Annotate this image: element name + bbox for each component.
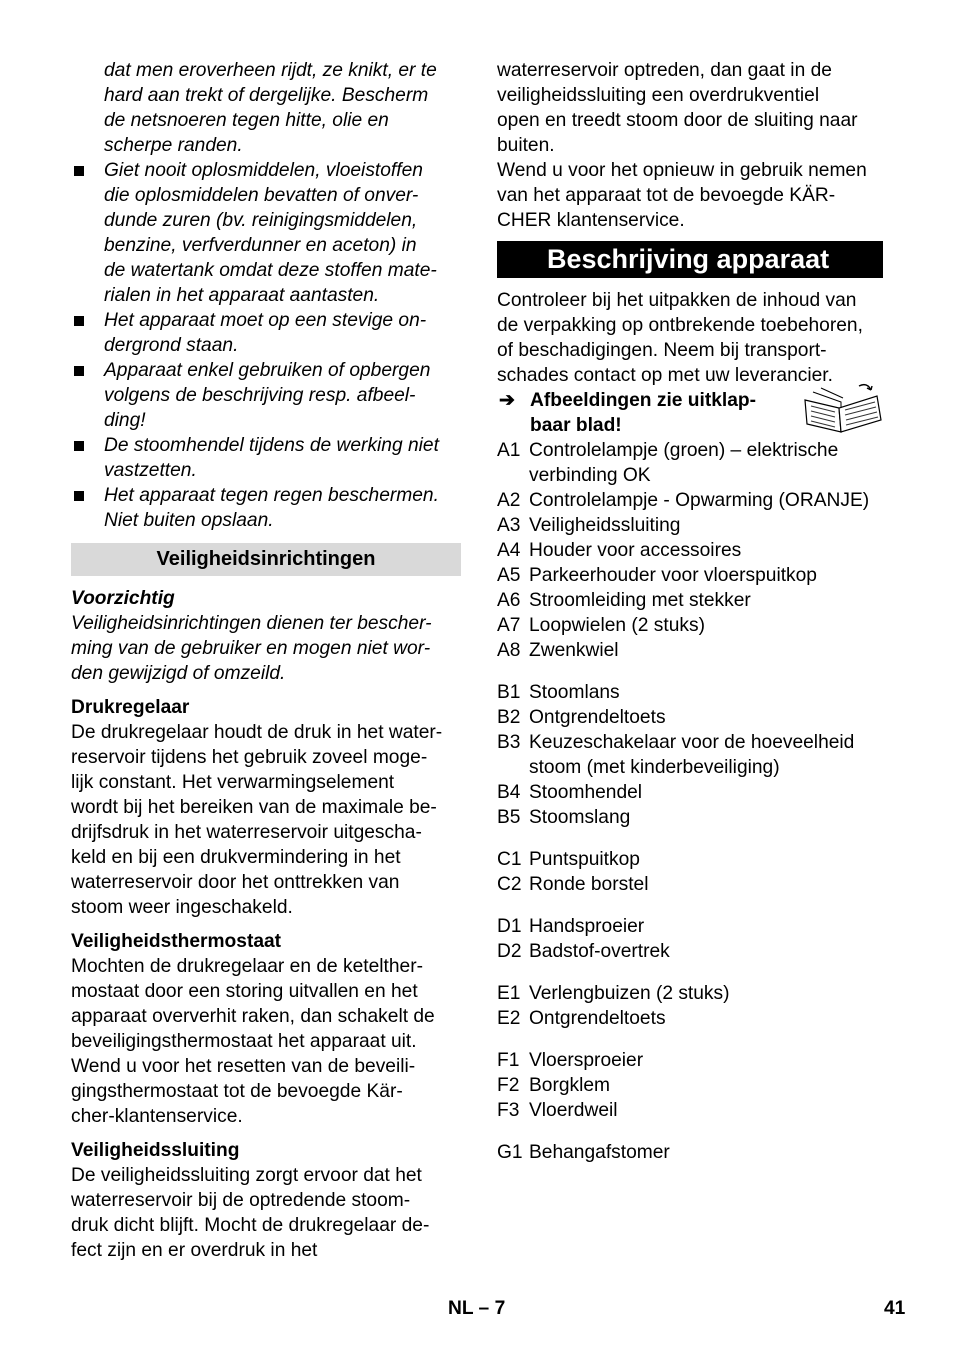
legend-code: F3 xyxy=(497,1100,520,1121)
left-column xyxy=(71,58,461,1263)
text-line: de verpakking op ontbrekende toebehoren, xyxy=(497,315,863,336)
text-line: reservoir tijdens het gebruik zoveel moge- xyxy=(71,747,428,768)
legend-text xyxy=(529,1073,897,1098)
text-line: CHER klantenservice. xyxy=(497,210,685,231)
text-line: of beschadigingen. Neem bij transport- xyxy=(497,340,827,361)
text-line: Wend u voor het resetten van de beveili- xyxy=(71,1056,416,1077)
unpacking-paragraph xyxy=(497,288,897,388)
legend-code: B5 xyxy=(497,807,521,828)
text-line: dergrond staan. xyxy=(104,335,239,356)
text-line: rialen in het apparaat aantasten. xyxy=(104,285,380,306)
text-line: Behangafstomer xyxy=(529,1142,670,1163)
legend-item xyxy=(497,914,897,939)
legend-item xyxy=(497,1098,897,1123)
legend-code: A6 xyxy=(497,590,521,611)
text-line: stoom weer ingeschakeld. xyxy=(71,897,293,918)
bullet-item xyxy=(71,433,461,483)
legend-text xyxy=(529,847,897,872)
legend-text xyxy=(529,730,897,780)
legend-code: D1 xyxy=(497,916,522,937)
group-spacer xyxy=(497,964,897,981)
safety-bullet-list xyxy=(71,158,461,533)
text-line: scherpe randen. xyxy=(104,135,243,156)
text-line: De veiligheidssluiting zorgt ervoor dat het xyxy=(71,1165,422,1186)
text-line: De drukregelaar houdt de druk in het water- xyxy=(71,722,443,743)
legend-text xyxy=(529,1006,897,1031)
legend-text xyxy=(529,513,897,538)
page-number: 41 xyxy=(884,1298,906,1319)
legend-code: B4 xyxy=(497,782,521,803)
legend-item xyxy=(497,805,897,830)
text-line: de watertank omdat deze stoffen mate- xyxy=(104,260,437,281)
legend-code: A1 xyxy=(497,440,521,461)
text-line: Keuzeschakelaar voor de hoeveelheid xyxy=(529,732,855,753)
legend-text xyxy=(529,1048,897,1073)
legend-text xyxy=(529,638,897,663)
legend-item xyxy=(497,939,897,964)
text-line: Loopwielen (2 stuks) xyxy=(529,615,705,636)
text-line: dat men eroverheen rijdt, ze knikt, er te xyxy=(104,60,437,81)
text-line: Houder voor accessoires xyxy=(529,540,742,561)
component-legend xyxy=(497,438,897,1165)
legend-code: B1 xyxy=(497,682,521,703)
text-line: ding! xyxy=(104,410,146,431)
text-line: Wend u voor het opnieuw in gebruik nemen xyxy=(497,160,867,181)
text-line: Ontgrendeltoets xyxy=(529,1008,666,1029)
text-line: mostaat door een storing uitvallen en het xyxy=(71,981,418,1002)
text-line: die oplosmiddelen bevatten of onver- xyxy=(104,185,419,206)
legend-code: A7 xyxy=(497,615,521,636)
legend-text xyxy=(529,914,897,939)
text-line: Stoomlans xyxy=(529,682,620,703)
legend-item xyxy=(497,438,897,488)
legend-code: F2 xyxy=(497,1075,520,1096)
legend-text xyxy=(529,488,897,513)
text-line: stoom (met kinderbeveiliging) xyxy=(529,757,780,778)
legend-item xyxy=(497,780,897,805)
legend-code: A5 xyxy=(497,565,521,586)
text-line: Ronde borstel xyxy=(529,874,649,895)
text-line: buiten. xyxy=(497,135,555,156)
pressure-regulator-text xyxy=(71,720,461,920)
text-line: Ontgrendeltoets xyxy=(529,707,666,728)
caution-text xyxy=(71,611,461,686)
legend-item xyxy=(497,588,897,613)
legend-code: E2 xyxy=(497,1008,521,1029)
legend-text xyxy=(529,705,897,730)
legend-code: A8 xyxy=(497,640,521,661)
text-line: wordt bij het bereiken van de maximale be- xyxy=(71,797,437,818)
legend-item xyxy=(497,513,897,538)
legend-item xyxy=(497,680,897,705)
subheading-pressure-regulator: Drukregelaar xyxy=(71,697,190,718)
text-line: drijfsdruk in het waterreservoir uitgescha- xyxy=(71,822,422,843)
text-line: den gewijzigd of omzeild. xyxy=(71,663,286,684)
text-line: vastzetten. xyxy=(104,460,197,481)
legend-item xyxy=(497,981,897,1006)
safety-thermostat-text xyxy=(71,954,461,1129)
text-line: Stoomslang xyxy=(529,807,631,828)
legend-code: C1 xyxy=(497,849,522,870)
footer-language-page: NL – 7 xyxy=(448,1298,506,1319)
continued-paragraph xyxy=(497,58,897,233)
legend-text xyxy=(529,563,897,588)
text-line: verbinding OK xyxy=(529,465,651,486)
group-spacer xyxy=(497,1031,897,1048)
bullet-item xyxy=(71,358,461,433)
legend-text xyxy=(529,588,897,613)
legend-text xyxy=(529,939,897,964)
text-line: Zwenkwiel xyxy=(529,640,619,661)
text-line: Het apparaat moet op een stevige on- xyxy=(104,310,427,331)
text-line: de netsnoeren tegen hitte, olie en xyxy=(104,110,389,131)
subheading-safety-lock: Veiligheidssluiting xyxy=(71,1140,240,1161)
group-spacer xyxy=(497,1123,897,1140)
text-line: fect zijn en er overdruk in het xyxy=(71,1240,318,1261)
legend-item xyxy=(497,1006,897,1031)
text-line: Handsproeier xyxy=(529,916,645,937)
text-line: Apparaat enkel gebruiken of opbergen xyxy=(104,360,431,381)
section-heading-safety-devices: Veiligheidsinrichtingen xyxy=(71,543,461,576)
legend-item xyxy=(497,1073,897,1098)
text-line: Borgklem xyxy=(529,1075,611,1096)
text-line: Stoomhendel xyxy=(529,782,643,803)
legend-text xyxy=(529,981,897,1006)
text-line: beveiligingsthermostaat het apparaat uit. xyxy=(71,1031,417,1052)
text-line: Giet nooit oplosmiddelen, vloeistoffen xyxy=(104,160,423,181)
legend-item xyxy=(497,613,897,638)
text-line: Mochten de drukregelaar en de ketelther- xyxy=(71,956,423,977)
text-line: Vloerdweil xyxy=(529,1100,618,1121)
text-line: keld en bij een drukvermindering in het xyxy=(71,847,401,868)
safety-lock-text xyxy=(71,1163,461,1263)
text-line: van het apparaat tot de bevoegde KÄR- xyxy=(497,185,836,206)
text-line: gingsthermostaat tot de bevoegde Kär- xyxy=(71,1081,403,1102)
legend-code: F1 xyxy=(497,1050,520,1071)
text-line: Controlelampje (groen) – elektrische xyxy=(529,440,839,461)
square-bullet-icon xyxy=(74,166,84,176)
text-line: Stroomleiding met stekker xyxy=(529,590,751,611)
legend-text xyxy=(529,1140,897,1165)
text-line: Vloersproeier xyxy=(529,1050,644,1071)
legend-item xyxy=(497,1048,897,1073)
legend-code: B3 xyxy=(497,732,521,753)
legend-item xyxy=(497,488,897,513)
legend-item xyxy=(497,638,897,663)
legend-text xyxy=(529,872,897,897)
text-line: veiligheidssluiting een overdrukventiel xyxy=(497,85,820,106)
text-line: lijk constant. Het verwarmingselement xyxy=(71,772,395,793)
text-line: Badstof-overtrek xyxy=(529,941,670,962)
legend-code: A3 xyxy=(497,515,521,536)
arrow-icon: ➔ xyxy=(499,390,516,411)
legend-code: E1 xyxy=(497,983,521,1004)
legend-item xyxy=(497,538,897,563)
legend-code: A4 xyxy=(497,540,521,561)
legend-item xyxy=(497,872,897,897)
legend-code: B2 xyxy=(497,707,521,728)
caution-label: Voorzichtig xyxy=(71,588,175,609)
text-line: Verlengbuizen (2 stuks) xyxy=(529,983,730,1004)
legend-text xyxy=(529,805,897,830)
text-line: Het apparaat tegen regen beschermen. xyxy=(104,485,439,506)
right-column xyxy=(497,58,897,1165)
legend-code: C2 xyxy=(497,874,522,895)
square-bullet-icon xyxy=(74,316,84,326)
legend-code: A2 xyxy=(497,490,521,511)
bullet-item xyxy=(71,158,461,308)
legend-item xyxy=(497,563,897,588)
text-line: Veiligheidsinrichtingen dienen ter bescher- xyxy=(71,613,432,634)
text-line: De stoomhendel tijdens de werking niet xyxy=(104,435,439,456)
text-line: Controlelampje - Opwarming (ORANJE) xyxy=(529,490,870,511)
square-bullet-icon xyxy=(74,441,84,451)
text-line: schades contact op met uw leverancier. xyxy=(497,365,833,386)
group-spacer xyxy=(497,830,897,847)
legend-code: D2 xyxy=(497,941,522,962)
text-line: druk dicht blijft. Mocht de drukregelaar de- xyxy=(71,1215,430,1236)
legend-text xyxy=(529,1098,897,1123)
text-line: waterreservoir bij de optredende stoom- xyxy=(71,1190,411,1211)
text-line: Afbeeldingen zie uitklap- xyxy=(530,390,757,411)
legend-text xyxy=(529,780,897,805)
text-line: waterreservoir optreden, dan gaat in de xyxy=(497,60,832,81)
text-line: Veiligheidssluiting xyxy=(529,515,681,536)
text-line: Controleer bij het uitpakken de inhoud van xyxy=(497,290,857,311)
group-spacer xyxy=(497,663,897,680)
square-bullet-icon xyxy=(74,491,84,501)
bullet-item xyxy=(71,483,461,533)
text-line: ming van de gebruiker en mogen niet wor- xyxy=(71,638,431,659)
intro-paragraph xyxy=(71,58,461,158)
legend-item xyxy=(497,847,897,872)
text-line: Parkeerhouder voor vloerspuitkop xyxy=(529,565,817,586)
text-line: apparaat oververhit raken, dan schakelt de xyxy=(71,1006,435,1027)
text-line: volgens de beschrijving resp. afbeel- xyxy=(104,385,416,406)
text-line: waterreservoir door het onttrekken van xyxy=(71,872,400,893)
legend-text xyxy=(529,438,897,488)
fold-out-reference xyxy=(497,388,897,438)
text-line: open en treedt stoom door de sluiting naar xyxy=(497,110,858,131)
section-heading-device-description: Beschrijving apparaat xyxy=(497,241,883,278)
text-line: Niet buiten opslaan. xyxy=(104,510,274,531)
legend-text xyxy=(529,613,897,638)
text-line: baar blad! xyxy=(530,415,622,436)
square-bullet-icon xyxy=(74,366,84,376)
bullet-item xyxy=(71,308,461,358)
text-line: cher-klantenservice. xyxy=(71,1106,243,1127)
legend-item xyxy=(497,730,897,780)
legend-text xyxy=(529,680,897,705)
open-book-icon xyxy=(801,382,883,434)
subheading-safety-thermostat: Veiligheidsthermostaat xyxy=(71,931,282,952)
text-line: benzine, verfverdunner en aceton) in xyxy=(104,235,417,256)
legend-item xyxy=(497,705,897,730)
legend-text xyxy=(529,538,897,563)
text-line: hard aan trekt of dergelijke. Bescherm xyxy=(104,85,429,106)
text-line: dunde zuren (bv. reinigingsmiddelen, xyxy=(104,210,418,231)
legend-item xyxy=(497,1140,897,1165)
legend-code: G1 xyxy=(497,1142,523,1163)
text-line: Puntspuitkop xyxy=(529,849,640,870)
group-spacer xyxy=(497,897,897,914)
